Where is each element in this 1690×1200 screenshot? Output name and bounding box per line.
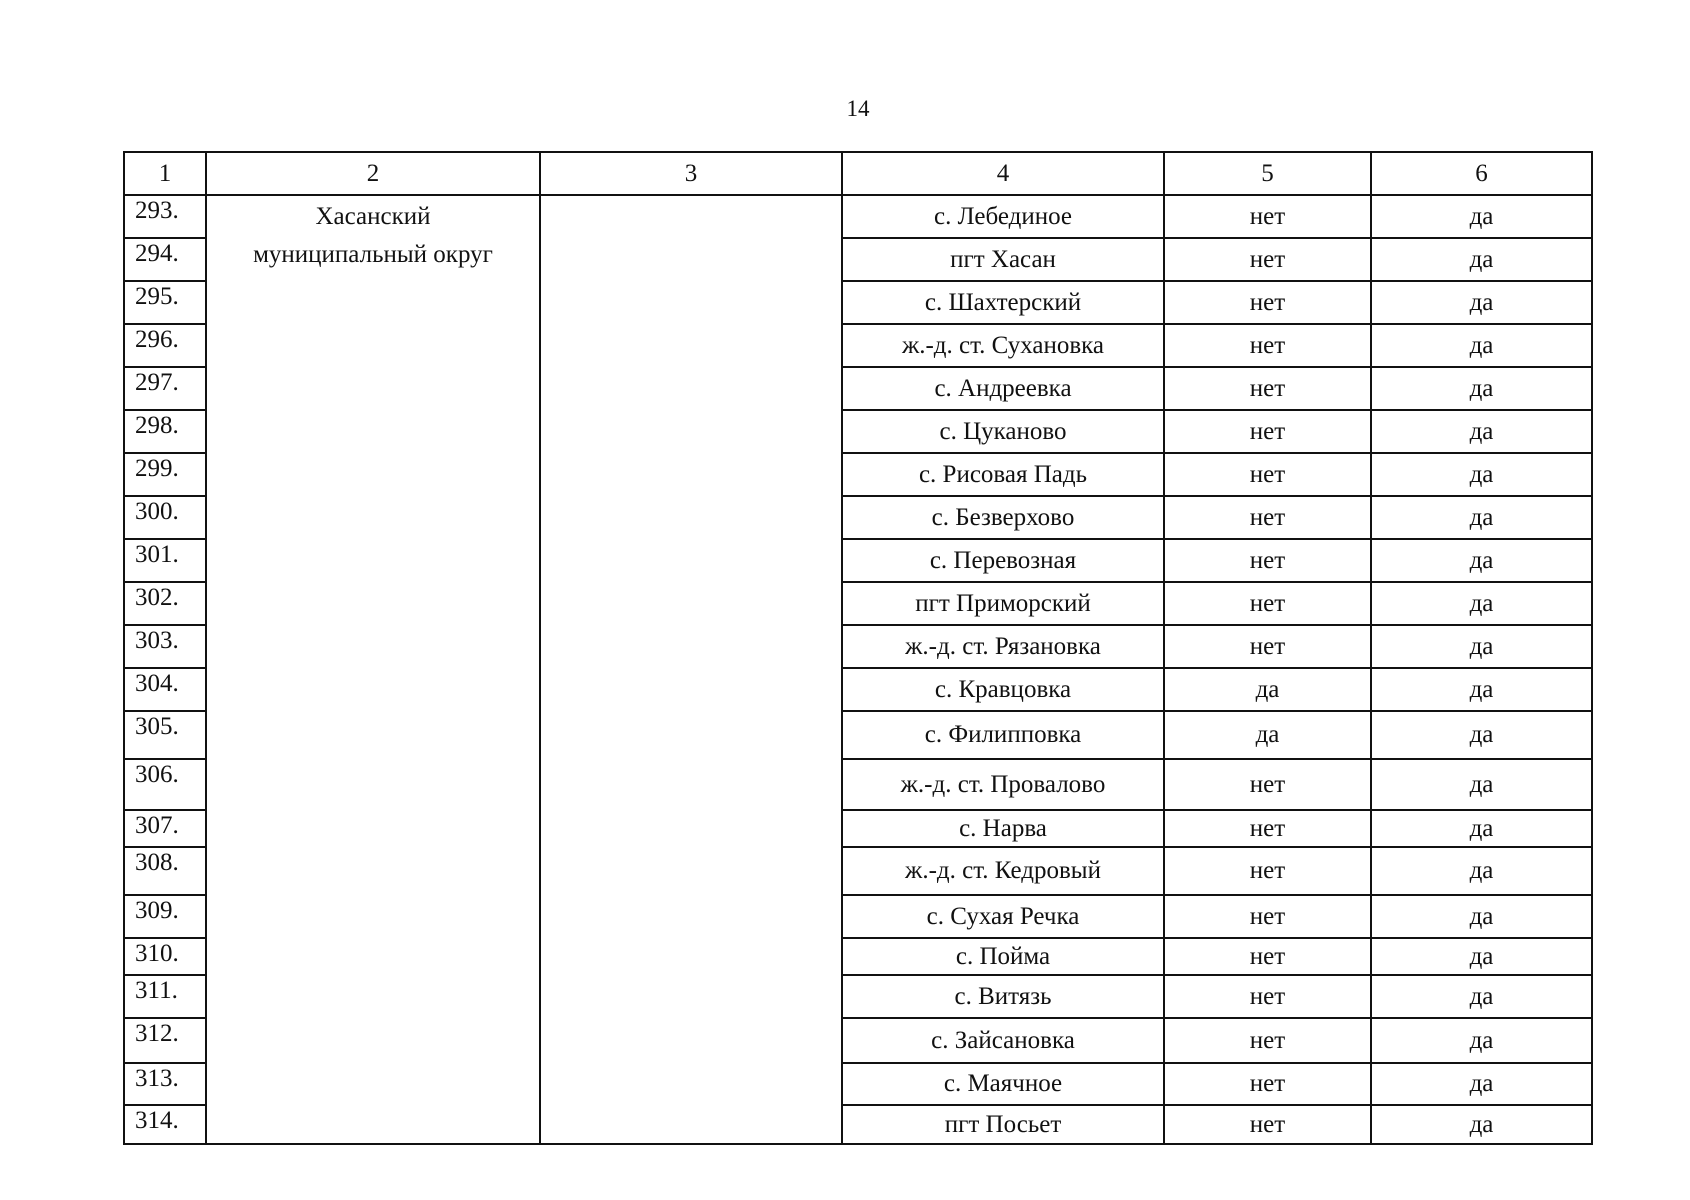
settlement-name: пгт Посьет xyxy=(842,1105,1164,1144)
row-number: 293. xyxy=(124,195,206,238)
column-6-value: да xyxy=(1371,324,1592,367)
row-number: 304. xyxy=(124,668,206,711)
column-5-value: нет xyxy=(1164,810,1371,847)
row-number: 303. xyxy=(124,625,206,668)
column-6-value: да xyxy=(1371,975,1592,1018)
column-5-value: да xyxy=(1164,711,1371,759)
column-5-value: нет xyxy=(1164,1105,1371,1144)
row-number: 305. xyxy=(124,711,206,759)
settlement-name: ж.-д. ст. Кедровый xyxy=(842,847,1164,895)
column-6-value: да xyxy=(1371,847,1592,895)
row-number: 308. xyxy=(124,847,206,895)
column-6-value: да xyxy=(1371,195,1592,238)
column-5-value: нет xyxy=(1164,410,1371,453)
header-col-4: 4 xyxy=(842,152,1164,195)
row-number: 311. xyxy=(124,975,206,1018)
column-6-value: да xyxy=(1371,1063,1592,1105)
column-6-value: да xyxy=(1371,496,1592,539)
district-cell xyxy=(206,195,540,1144)
column-3-cell xyxy=(540,195,842,1144)
settlement-name: с. Шахтерский xyxy=(842,281,1164,324)
settlement-name: с. Цуканово xyxy=(842,410,1164,453)
column-6-value: да xyxy=(1371,453,1592,496)
settlement-name: пгт Приморский xyxy=(842,582,1164,625)
column-6-value: да xyxy=(1371,410,1592,453)
column-6-value: да xyxy=(1371,367,1592,410)
column-6-value: да xyxy=(1371,1018,1592,1063)
column-5-value: нет xyxy=(1164,324,1371,367)
header-col-5: 5 xyxy=(1164,152,1371,195)
column-5-value: нет xyxy=(1164,759,1371,810)
column-5-value: нет xyxy=(1164,496,1371,539)
row-number: 302. xyxy=(124,582,206,625)
row-number: 299. xyxy=(124,453,206,496)
row-number: 309. xyxy=(124,895,206,938)
row-number: 306. xyxy=(124,759,206,810)
column-5-value: нет xyxy=(1164,847,1371,895)
column-6-value: да xyxy=(1371,711,1592,759)
district-name-line-2: муниципальный округ xyxy=(253,241,493,268)
header-col-1: 1 xyxy=(124,152,206,195)
row-number: 310. xyxy=(124,938,206,975)
settlement-name: ж.-д. ст. Рязановка xyxy=(842,625,1164,668)
header-col-6: 6 xyxy=(1371,152,1592,195)
column-5-value: нет xyxy=(1164,1018,1371,1063)
settlement-name: с. Рисовая Падь xyxy=(842,453,1164,496)
settlement-name: с. Кравцовка xyxy=(842,668,1164,711)
settlement-name: с. Андреевка xyxy=(842,367,1164,410)
header-col-2: 2 xyxy=(206,152,540,195)
table-body xyxy=(124,195,1592,1144)
row-number: 301. xyxy=(124,539,206,582)
settlement-name: пгт Хасан xyxy=(842,238,1164,281)
settlement-name: с. Витязь xyxy=(842,975,1164,1018)
settlement-name: с. Лебединое xyxy=(842,195,1164,238)
column-6-value: да xyxy=(1371,895,1592,938)
column-6-value: да xyxy=(1371,938,1592,975)
column-6-value: да xyxy=(1371,668,1592,711)
page-number: 14 xyxy=(846,96,870,121)
row-number: 314. xyxy=(124,1105,206,1144)
column-6-value: да xyxy=(1371,759,1592,810)
column-5-value: нет xyxy=(1164,1063,1371,1105)
row-number: 295. xyxy=(124,281,206,324)
column-5-value: нет xyxy=(1164,238,1371,281)
settlement-name: с. Филипповка xyxy=(842,711,1164,759)
column-5-value: нет xyxy=(1164,539,1371,582)
column-6-value: да xyxy=(1371,1105,1592,1144)
settlement-name: с. Сухая Речка xyxy=(842,895,1164,938)
column-5-value: нет xyxy=(1164,975,1371,1018)
settlement-name: с. Перевозная xyxy=(842,539,1164,582)
column-5-value: нет xyxy=(1164,367,1371,410)
column-6-value: да xyxy=(1371,238,1592,281)
settlement-name: с. Нарва xyxy=(842,810,1164,847)
row-number: 300. xyxy=(124,496,206,539)
row-number: 294. xyxy=(124,238,206,281)
settlement-name: ж.-д. ст. Провалово xyxy=(842,759,1164,810)
settlement-name: с. Зайсановка xyxy=(842,1018,1164,1063)
column-5-value: нет xyxy=(1164,938,1371,975)
row-number: 312. xyxy=(124,1018,206,1063)
column-5-value: нет xyxy=(1164,453,1371,496)
settlement-name: с. Маячное xyxy=(842,1063,1164,1105)
table-header-row xyxy=(124,152,1592,195)
row-number: 298. xyxy=(124,410,206,453)
row-number: 297. xyxy=(124,367,206,410)
column-5-value: нет xyxy=(1164,281,1371,324)
district-name-line-1: Хасанский xyxy=(315,203,431,230)
column-5-value: нет xyxy=(1164,195,1371,238)
column-6-value: да xyxy=(1371,539,1592,582)
settlements-table xyxy=(123,151,1593,1145)
column-5-value: нет xyxy=(1164,582,1371,625)
row-number: 296. xyxy=(124,324,206,367)
table-row xyxy=(124,195,1592,238)
row-number: 307. xyxy=(124,810,206,847)
column-6-value: да xyxy=(1371,281,1592,324)
settlement-name: с. Безверхово xyxy=(842,496,1164,539)
column-6-value: да xyxy=(1371,582,1592,625)
column-5-value: нет xyxy=(1164,895,1371,938)
settlement-name: с. Пойма xyxy=(842,938,1164,975)
row-number: 313. xyxy=(124,1063,206,1105)
settlement-name: ж.-д. ст. Сухановка xyxy=(842,324,1164,367)
column-6-value: да xyxy=(1371,810,1592,847)
column-5-value: да xyxy=(1164,668,1371,711)
column-5-value: нет xyxy=(1164,625,1371,668)
header-col-3: 3 xyxy=(540,152,842,195)
column-6-value: да xyxy=(1371,625,1592,668)
